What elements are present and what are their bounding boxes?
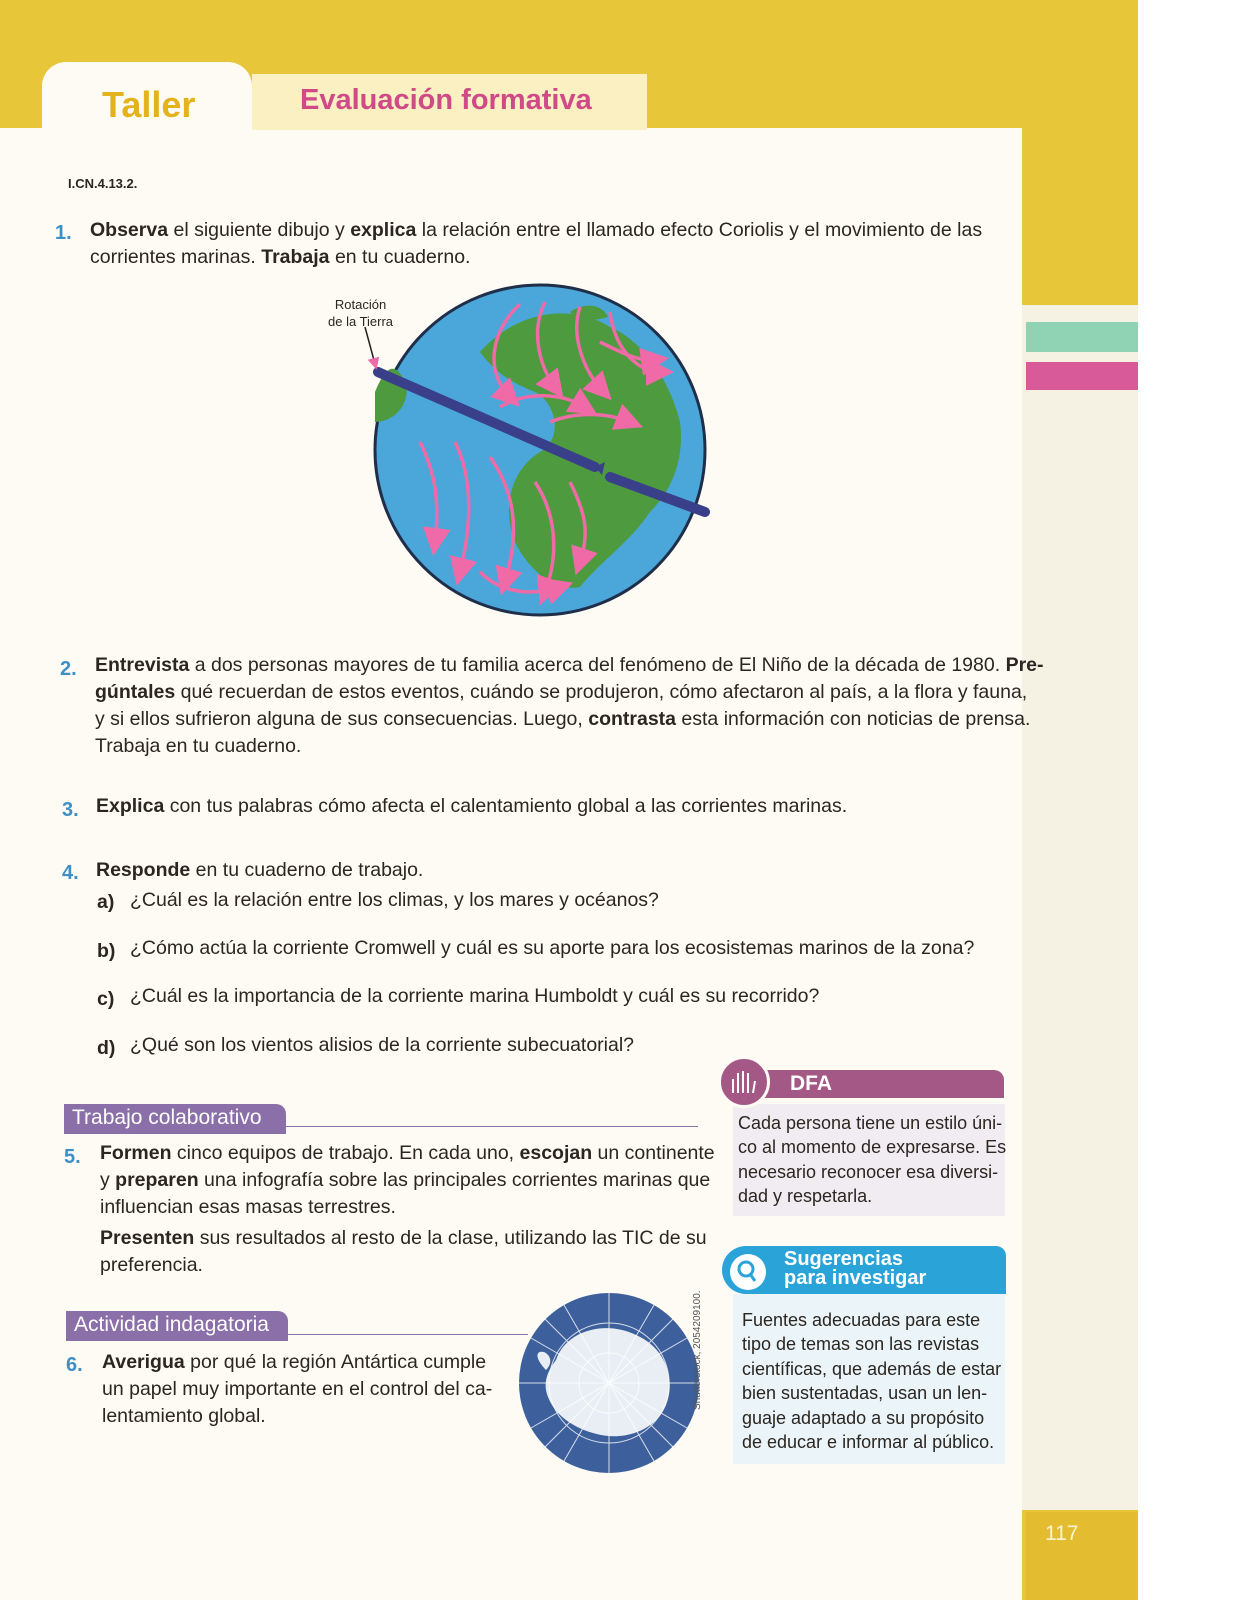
question-4d-label: d) [97, 1037, 116, 1059]
page-number-box [1026, 1512, 1138, 1600]
pink-stripe [1026, 362, 1138, 390]
question-1-number: 1. [55, 222, 72, 244]
question-5-number: 5. [64, 1146, 81, 1168]
question-3-text: Explica con tus palabras cómo afecta el calentamiento global a las corrientes marinas. [96, 795, 848, 817]
question-5-line-3: influencian esas masas terrestres. [100, 1196, 396, 1218]
question-4-number: 4. [62, 862, 79, 884]
question-2-line-4: Trabaja en tu cuaderno. [95, 735, 302, 757]
right-band-gap [1020, 305, 1138, 1510]
sugerencias-title: Sugerencias para investigar [784, 1248, 927, 1289]
trabajo-divider [286, 1126, 698, 1127]
question-6-line-2: un papel muy importante en el control del ca- [102, 1378, 493, 1400]
question-2-line-1: Entrevista a dos personas mayores de tu familia acerca del fenómeno de El Niño de la década de 1980. Pre- [95, 654, 1044, 676]
question-1-line-2: corrientes marinas. Trabaja en tu cuaderno. [90, 246, 471, 268]
teal-stripe [1026, 322, 1138, 352]
sugerencias-text: Fuentes adecuadas para este tipo de temas son las revistas científicas, que además de estar bien sustentadas, usan un len- guaje adaptado a su propósito de educar e informar al público. [742, 1310, 1002, 1453]
indicator-code: I.CN.4.13.2. [68, 176, 138, 191]
coriolis-globe-diagram [340, 272, 720, 622]
question-5-line-4: Presenten sus resultados al resto de la clase, utilizando las TIC de su [100, 1227, 707, 1249]
trabajo-colaborativo-header: Trabajo colaborativo [64, 1104, 286, 1134]
question-4c-text: ¿Cuál es la importancia de la corriente marina Humboldt y cuál es su recorrido? [130, 985, 820, 1007]
question-6-number: 6. [66, 1354, 83, 1376]
question-5-line-2: y preparen una infografía sobre las principales corrientes marinas que [100, 1169, 711, 1191]
question-6-line-1: Averigua por qué la región Antártica cumple [102, 1351, 487, 1373]
taller-title: Taller [102, 84, 196, 125]
dfa-hands-icon [718, 1056, 770, 1108]
question-3-number: 3. [62, 799, 79, 821]
question-4b-text: ¿Cómo actúa la corriente Cromwell y cuál es su aporte para los ecosistemas marinos de la zona? [130, 937, 975, 959]
question-4c-label: c) [97, 988, 115, 1010]
dfa-text: Cada persona tiene un estilo úni- co al momento de expresarse. Es necesario reconocer esa diversi- dad y respetarla. [738, 1113, 1007, 1207]
question-4d-text: ¿Qué son los vientos alisios de la corriente subecuatorial? [130, 1034, 635, 1056]
question-6-line-3: lentamiento global. [102, 1405, 266, 1427]
question-4a-text: ¿Cuál es la relación entre los climas, y los mares y océanos? [130, 889, 659, 911]
magnifier-icon [728, 1252, 768, 1292]
question-4-text: Responde en tu cuaderno de trabajo. [96, 859, 424, 881]
page-number: 117 [1045, 1522, 1079, 1545]
actividad-indagatoria-header: Actividad indagatoria [66, 1311, 288, 1341]
antarctica-image [516, 1290, 702, 1476]
rotation-label: Rotación de la Tierra [328, 297, 394, 329]
question-4a-label: a) [97, 891, 115, 913]
question-5-line-1: Formen cinco equipos de trabajo. En cada uno, escojan un continente [100, 1142, 715, 1164]
evaluacion-title: Evaluación formativa [300, 84, 592, 116]
question-2-line-2: gúntales qué recuerdan de estos eventos, cuándo se produjeron, cómo afectaron al país, a la flora y fauna, [95, 681, 1028, 703]
actividad-divider [288, 1334, 528, 1335]
dfa-title: DFA [790, 1072, 832, 1095]
question-2-line-3: y si ellos sufrieron alguna de sus consecuencias. Luego, contrasta esta información con noticias de prensa. [95, 708, 1031, 730]
question-1-line-1: Observa el siguiente dibujo y explica la relación entre el llamado efecto Coriolis y el movimiento de las [90, 219, 983, 241]
page-outer-edge [1138, 0, 1236, 1600]
question-5-line-5: preferencia. [100, 1254, 203, 1276]
image-credit: Shutterstock, 2054209100. [692, 1290, 703, 1410]
question-2-number: 2. [60, 658, 77, 680]
question-4b-label: b) [97, 940, 116, 962]
